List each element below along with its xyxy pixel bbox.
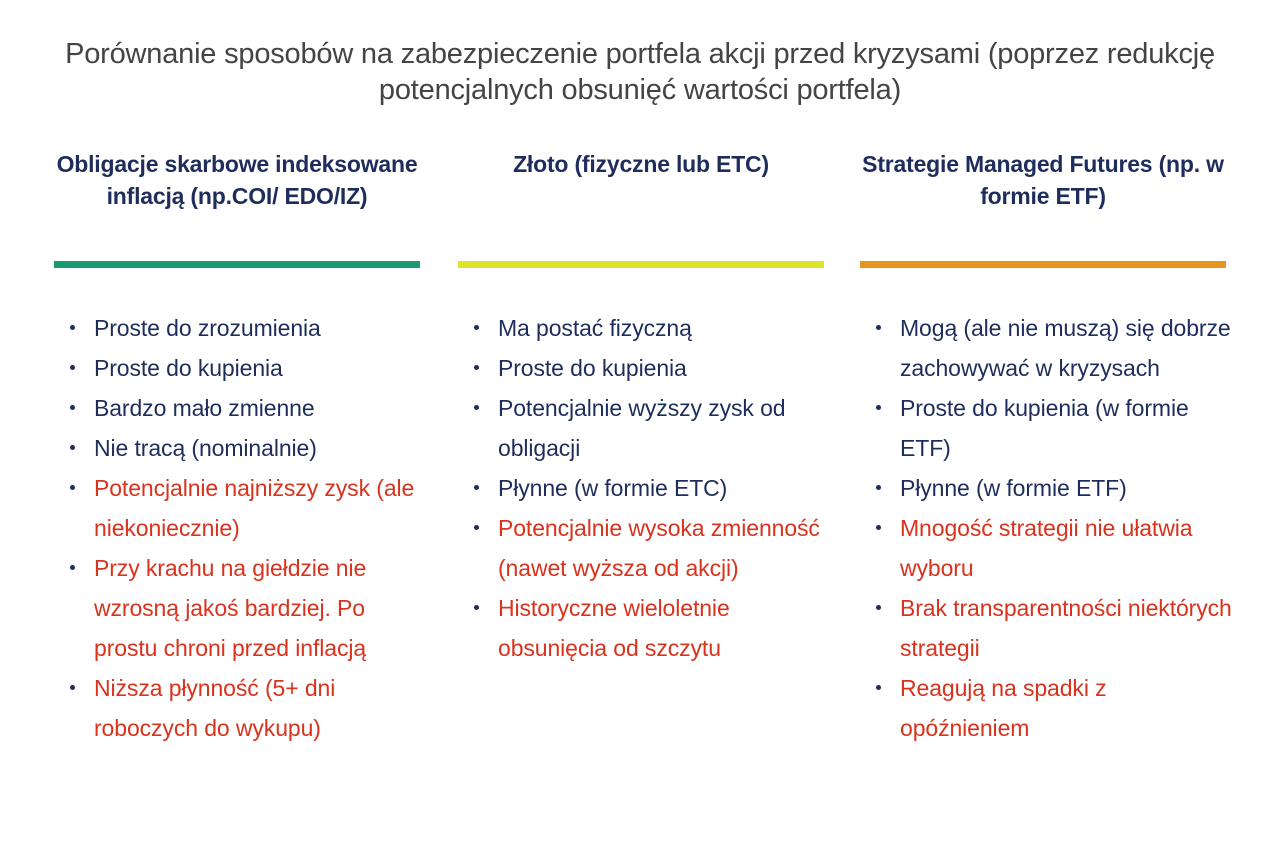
list-item-text: Przy krachu na giełdzie nie wzrosną jakoś bardziej. Po prostu chroni przed inflacją <box>94 555 367 661</box>
page-title: Porównanie sposobów na zabezpieczenie portfela akcji przed kryzysami (poprzez redukcję potencjalnych obsunięć wartości portfela) <box>65 38 1215 106</box>
list-item-text: Mogą (ale nie muszą) się dobrze zachowywać w kryzysach <box>900 315 1231 381</box>
column-gold <box>458 148 824 661</box>
column-heading: Strategie Managed Futures (np. w formie ETF) <box>862 151 1224 209</box>
bullet-icon <box>876 405 881 410</box>
bullet-icon <box>876 525 881 530</box>
bullet-icon <box>70 405 75 410</box>
bullet-icon <box>876 605 881 610</box>
list-item-con <box>54 668 434 748</box>
list-item-text: Nie tracą (nominalnie) <box>94 435 317 461</box>
column-heading: Złoto (fizyczne lub ETC) <box>513 151 769 177</box>
list-item-pro <box>458 348 838 388</box>
bullet-icon <box>876 325 881 330</box>
bullet-icon <box>474 485 479 490</box>
list-item-pro <box>54 428 434 468</box>
list-item-pro <box>458 308 838 348</box>
list-item-con <box>860 588 1240 668</box>
list-item-text: Proste do kupienia <box>94 355 283 381</box>
bullet-icon <box>474 605 479 610</box>
column-heading: Obligacje skarbowe indeksowane inflacją (np.COI/ EDO/IZ) <box>56 151 418 209</box>
column-list <box>860 308 1240 748</box>
list-item-con <box>860 668 1240 748</box>
list-item-text: Reagują na spadki z opóźnieniem <box>900 675 1107 741</box>
list-item-con <box>458 508 838 588</box>
list-item-text: Mnogość strategii nie ułatwia wyboru <box>900 515 1193 581</box>
bullet-icon <box>70 325 75 330</box>
column-accent-bar <box>458 261 824 268</box>
bullet-icon <box>474 325 479 330</box>
bullet-icon <box>474 405 479 410</box>
list-item-pro <box>54 388 434 428</box>
bullet-icon <box>876 685 881 690</box>
list-item-pro <box>458 388 838 468</box>
list-item-text: Proste do kupienia (w formie ETF) <box>900 395 1189 461</box>
list-item-text: Ma postać fizyczną <box>498 315 692 341</box>
list-item-text: Bardzo mało zmienne <box>94 395 315 421</box>
list-item-text: Proste do kupienia <box>498 355 687 381</box>
column-managed-futures <box>860 148 1232 741</box>
column-list <box>54 308 434 748</box>
column-inflation-bonds <box>54 148 420 741</box>
column-accent-bar <box>860 261 1226 268</box>
bullet-icon <box>70 685 75 690</box>
list-item-con <box>54 548 434 668</box>
bullet-icon <box>70 565 75 570</box>
list-item-text: Potencjalnie wysoka zmienność (nawet wyższa od akcji) <box>498 515 820 581</box>
list-item-text: Potencjalnie najniższy zysk (ale niekoniecznie) <box>94 475 415 541</box>
list-item-con <box>458 588 838 668</box>
list-item-con <box>54 468 434 548</box>
list-item-text: Historyczne wieloletnie obsunięcia od szczytu <box>498 595 730 661</box>
list-item-pro <box>54 348 434 388</box>
list-item-text: Niższa płynność (5+ dni roboczych do wykupu) <box>94 675 336 741</box>
bullet-icon <box>70 445 75 450</box>
bullet-icon <box>474 525 479 530</box>
list-item-text: Płynne (w formie ETC) <box>498 475 728 501</box>
column-list <box>458 308 838 668</box>
bullet-icon <box>70 485 75 490</box>
list-item-text: Brak transparentności niektórych strategii <box>900 595 1232 661</box>
list-item-text: Proste do zrozumienia <box>94 315 321 341</box>
list-item-con <box>860 508 1240 588</box>
list-item-pro <box>54 308 434 348</box>
list-item-pro <box>860 388 1240 468</box>
list-item-pro <box>860 468 1240 508</box>
list-item-pro <box>458 468 838 508</box>
bullet-icon <box>876 485 881 490</box>
list-item-pro <box>860 308 1240 388</box>
list-item-text: Potencjalnie wyższy zysk od obligacji <box>498 395 786 461</box>
bullet-icon <box>474 365 479 370</box>
column-accent-bar <box>54 261 420 268</box>
list-item-text: Płynne (w formie ETF) <box>900 475 1127 501</box>
bullet-icon <box>70 365 75 370</box>
